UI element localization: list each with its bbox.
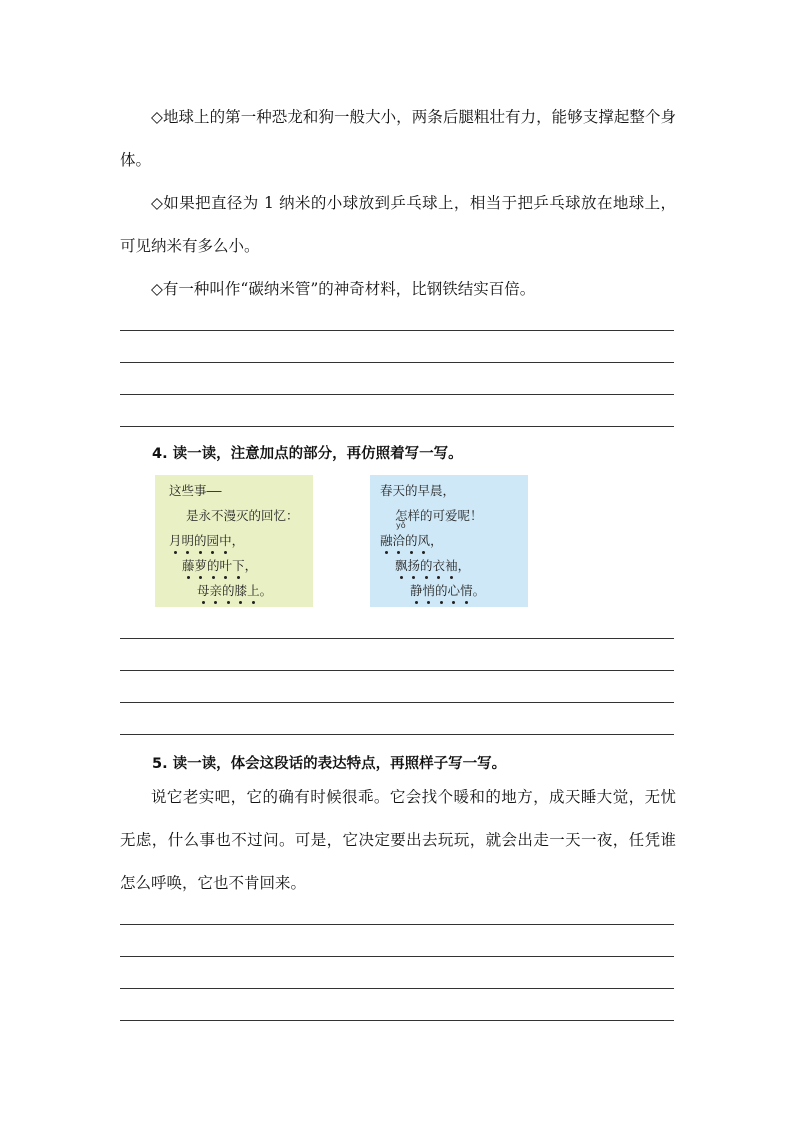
example-sentence-2: ◇如果把直径为 1 纳米的小球放到乒乓球上，相当于把乒乓球放在地球上，可见纳米有多么小。 bbox=[120, 194, 676, 255]
poem-box-blue bbox=[370, 475, 528, 607]
poem1-line-2: 是永不漫灭的回忆： bbox=[186, 508, 299, 523]
question-4-title: 4. 读一读，注意加点的部分，再仿照着写一写。 bbox=[152, 446, 463, 462]
writing-line[interactable] bbox=[120, 362, 674, 363]
writing-line[interactable] bbox=[120, 924, 674, 925]
pinyin-annotation: yǒ bbox=[396, 521, 406, 530]
writing-line[interactable] bbox=[120, 426, 674, 427]
dotted-text: 藤萝的叶下， bbox=[182, 558, 258, 573]
poem1-line-3 bbox=[169, 531, 244, 549]
writing-line[interactable] bbox=[120, 670, 674, 671]
dotted-text: 静悄的心情。 bbox=[410, 583, 486, 598]
dotted-text: 飘扬的衣袖， bbox=[395, 558, 471, 573]
writing-line[interactable] bbox=[120, 394, 674, 395]
writing-line[interactable] bbox=[120, 1020, 674, 1021]
example-sentence-3: ◇有一种叫作“碳纳米管”的神奇材料，比钢铁结实百倍。 bbox=[151, 280, 536, 298]
poem-box-green bbox=[155, 475, 313, 607]
question-5-passage: 说它老实吧，它的确有时候很乖。它会找个暖和的地方，成天睡大觉，无忧无虑，什么事也不过问。可是，它决定要出去玩玩，就会出走一天一夜，任凭谁怎么呼唤，它也不肯回来。 bbox=[120, 788, 676, 892]
writing-line[interactable] bbox=[120, 956, 674, 957]
question-5-title: 5. 读一读，体会这段话的表达特点，再照样子写一写。 bbox=[152, 756, 507, 772]
dotted-text: 母亲的膝上。 bbox=[197, 583, 273, 598]
poem1-line-1: 这些事—— bbox=[169, 483, 222, 498]
writing-line[interactable] bbox=[120, 702, 674, 703]
writing-line[interactable] bbox=[120, 988, 674, 989]
writing-line[interactable] bbox=[120, 330, 674, 331]
example-sentence-1: ◇地球上的第一种恐龙和狗一般大小，两条后腿粗壮有力，能够支撑起整个身体。 bbox=[120, 108, 676, 169]
dotted-text: 月明的园中， bbox=[169, 533, 245, 548]
poem2-line-5 bbox=[410, 581, 485, 599]
writing-line[interactable] bbox=[120, 638, 674, 639]
poem2-line-3 bbox=[380, 531, 443, 549]
poem1-line-4 bbox=[182, 556, 257, 574]
poem1-line-5 bbox=[197, 581, 272, 599]
poem2-line-1: 春天的早晨， bbox=[380, 483, 456, 498]
dotted-text: 融洽的风， bbox=[380, 533, 443, 548]
writing-line[interactable] bbox=[120, 734, 674, 735]
poem2-line-4 bbox=[395, 556, 470, 574]
poem2-line-2: 怎样的可爱呢！ bbox=[395, 508, 483, 523]
